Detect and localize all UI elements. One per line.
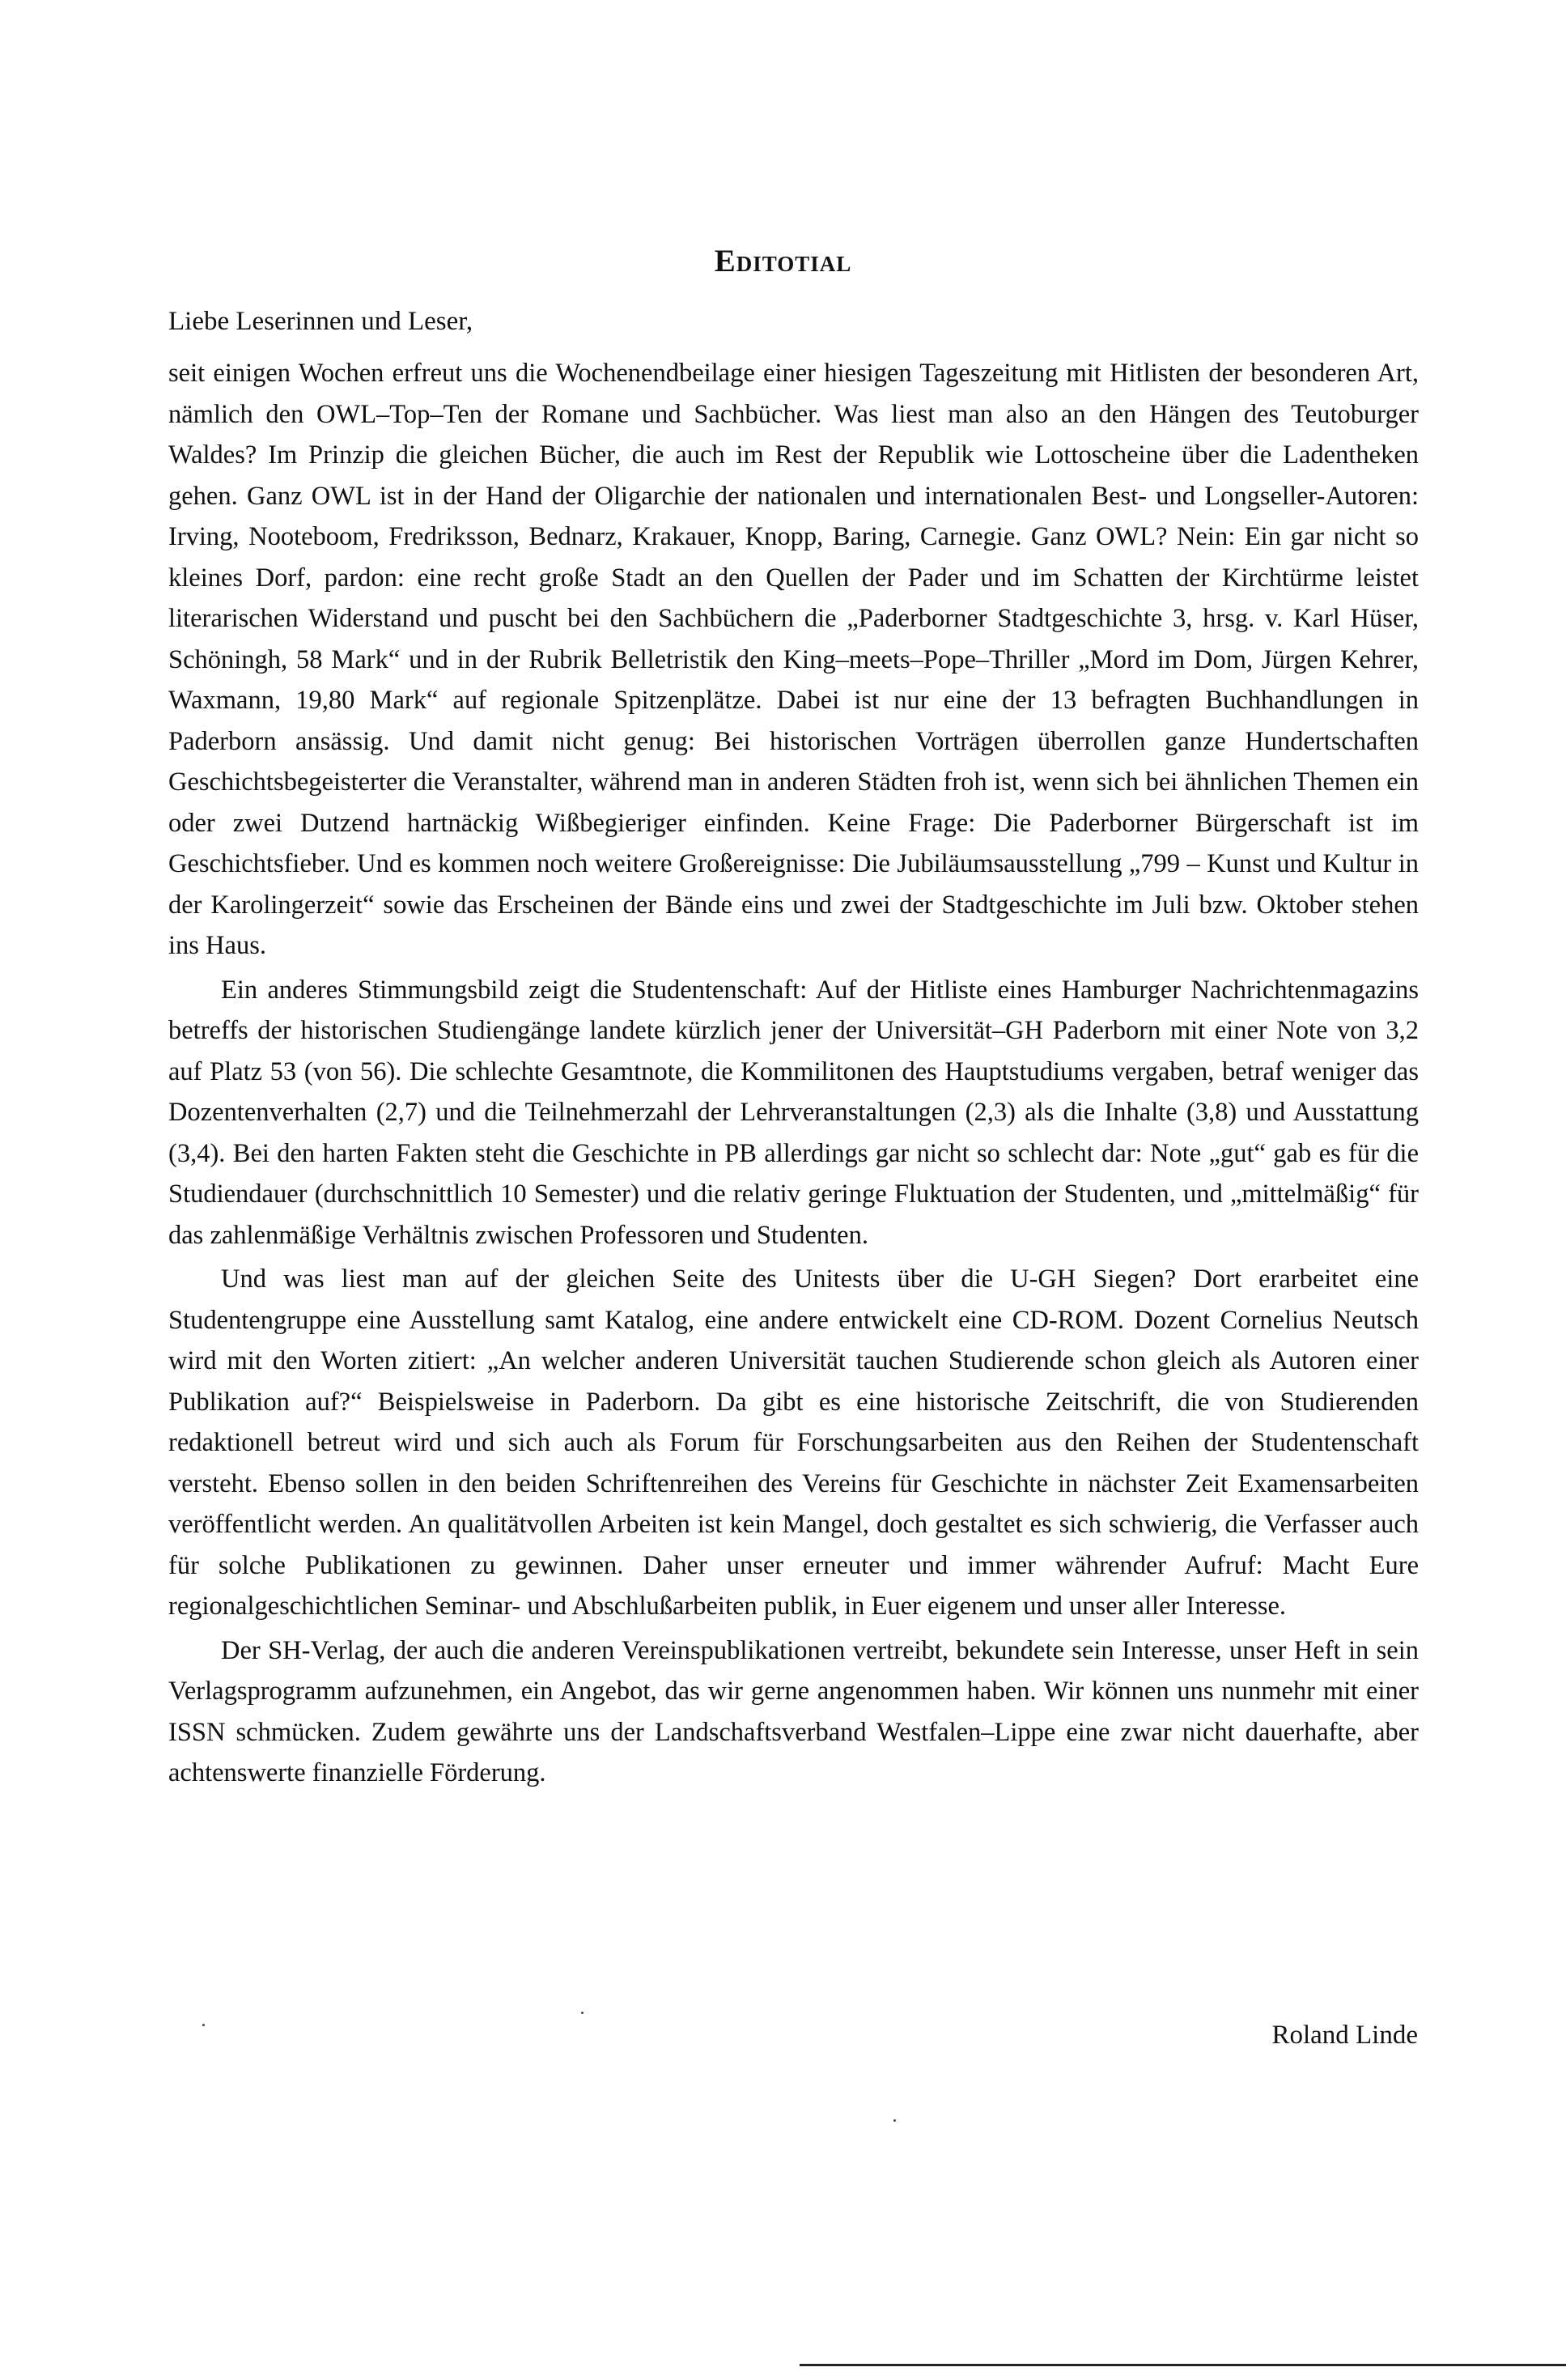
scan-speck [581, 2012, 584, 2014]
scan-speck [893, 2119, 896, 2122]
page-title: Editotial [714, 244, 852, 278]
scan-edge-line [800, 2364, 1566, 2366]
author-signature: Roland Linde [1271, 2021, 1418, 2050]
paragraph-1: seit einigen Wochen erfreut uns die Wochenendbeilage einer hiesigen Tageszeitung mit Hitlisten der besonderen Art, nämlich den OWL–Top–Ten der Romane und Sachbücher. Was liest man also an den Hängen des Teutoburger Waldes? Im Prinzip die gleichen Bücher, die auch im Rest der Republik wie Lottoscheine über die Ladentheken gehen. Ganz OWL ist in der Hand der Oligarchie der nationalen und internationalen Best- und Longseller-Autoren: Irving, Nooteboom, Fredriksson, Bednarz, Krakauer, Knopp, Baring, Carnegie. Ganz OWL? Nein: Ein gar nicht so kleines Dorf, pardon: eine recht große Stadt an den Quellen der Pader und im Schatten der Kirchtürme leistet literarischen Widerstand und puscht bei den Sachbüchern die „Paderborner Stadtgeschichte 3, hrsg. v. Karl Hüser, Schöningh, 58 Mark“ und in der Rubrik Belletristik den King–meets–Pope–Thriller „Mord im Dom, Jürgen Kehrer, Waxmann, 19,80 Mark“ auf regionale Spitzenplätze. Dabei ist nur eine der 13 befragten Buchhandlungen in Paderborn ansässig. Und damit nicht genug: Bei historischen Vorträgen überrollen ganze Hundertschaften Geschichtsbegeisterter die Veranstalter, während man in anderen Städten froh ist, wenn sich bei ähnlichen Themen ein oder zwei Dutzend hartnäckig Wißbegieriger einfinden. Keine Frage: Die Paderborner Bürgerschaft ist im Geschichtsfieber. Und es kommen noch weitere Großereignisse: Die Jubiläumsausstellung „799 – Kunst und Kultur in der Karolingerzeit“ sowie das Erscheinen der Bände eins und zwei der Stadtgeschichte im Juli bzw. Oktober stehen ins Haus. [168, 359, 1419, 960]
scan-speck [202, 2024, 205, 2026]
editorial-body [168, 353, 1419, 1794]
paragraph-4: Der SH-Verlag, der auch die anderen Vereinspublikationen vertreibt, bekundete sein Interesse, unser Heft in sein Verlagsprogramm aufzunehmen, ein Angebot, das wir gerne angenommen haben. Wir können uns nunmehr mit einer ISSN schmücken. Zudem gewährte uns der Landschaftsverband Westfalen–Lippe eine zwar nicht dauerhafte, aber achtenswerte finanzielle Förderung. [168, 1635, 1419, 1787]
paragraph-2: Ein anderes Stimmungsbild zeigt die Studentenschaft: Auf der Hitliste eines Hamburger Nachrichtenmagazins betreffs der historischen Studiengänge landete kürzlich jener der Universität–GH Paderborn mit einer Note von 3,2 auf Platz 53 (von 56). Die schlechte Gesamtnote, die Kommilitonen des Hauptstudiums vergaben, betraf weniger das Dozentenverhalten (2,7) und die Teilnehmerzahl der Lehrveranstaltungen (2,3) als die Inhalte (3,8) und Ausstattung (3,4). Bei den harten Fakten steht die Geschichte in PB allerdings gar nicht so schlecht dar: Note „gut“ gab es für die Studiendauer (durchschnittlich 10 Semester) und die relativ geringe Fluktuation der Studenten, und „mittelmäßig“ für das zahlenmäßige Verhältnis zwischen Professoren und Studenten. [168, 975, 1419, 1250]
salutation: Liebe Leserinnen und Leser, [168, 307, 473, 336]
paragraph-3: Und was liest man auf der gleichen Seite des Unitests über die U-GH Siegen? Dort erarbeitet eine Studentengruppe eine Ausstellung samt Katalog, eine andere entwickelt eine CD-ROM. Dozent Cornelius Neutsch wird mit den Worten zitiert: „An welcher anderen Universität tauchen Studierende schon gleich als Autoren einer Publikation auf?“ Beispielsweise in Paderborn. Da gibt es eine historische Zeitschrift, die von Studierenden redaktionell betreut wird und sich auch als Forum für Forschungsarbeiten aus den Reihen der Studentenschaft versteht. Ebenso sollen in den beiden Schriftenreihen des Vereins für Geschichte in nächster Zeit Examensarbeiten veröffentlicht werden. An qualitätvollen Arbeiten ist kein Mangel, doch gestaltet es sich schwierig, die Verfasser auch für solche Publikationen zu gewinnen. Daher unser erneuter und immer währender Aufruf: Macht Eure regionalgeschichtlichen Seminar- und Abschlußarbeiten publik, in Euer eigenem und unser aller Interesse. [168, 1264, 1419, 1621]
